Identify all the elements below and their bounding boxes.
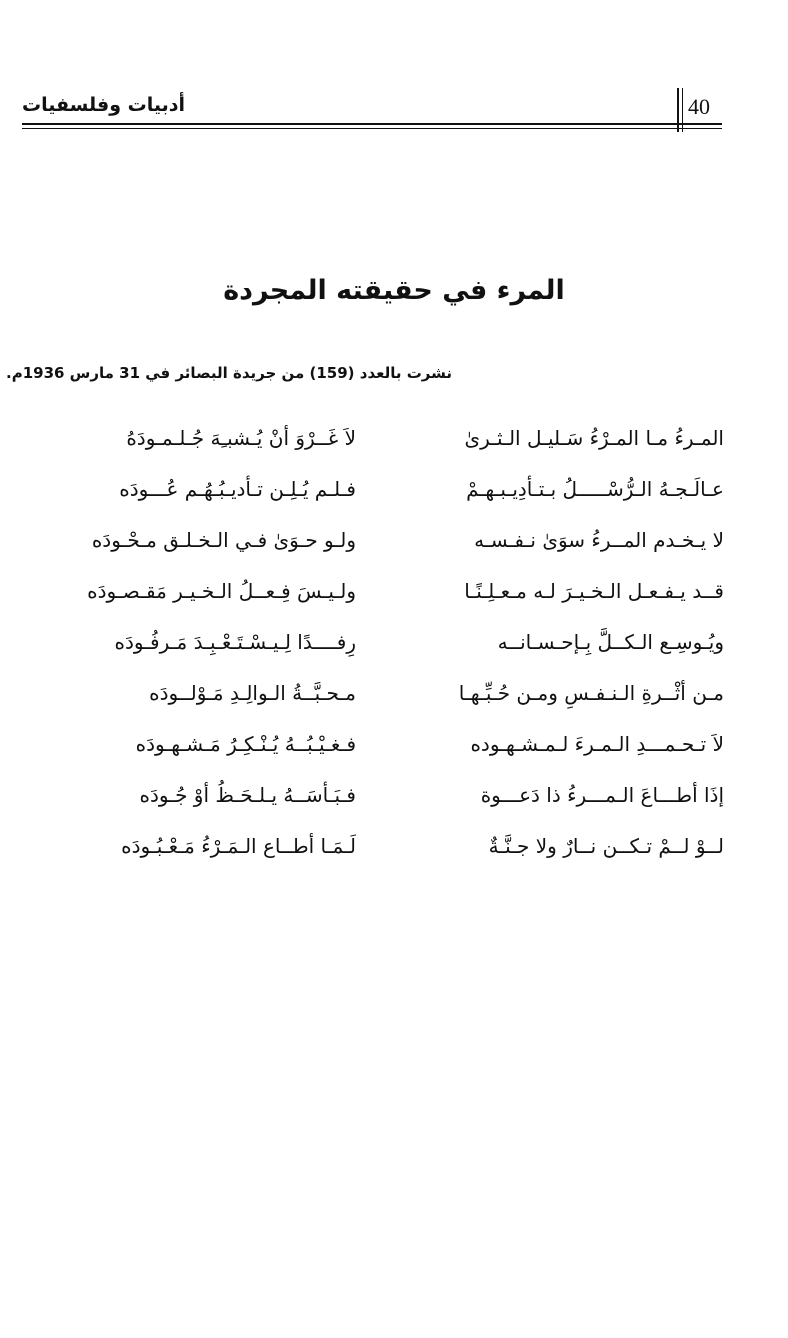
- verse-line: [0, 469, 788, 520]
- verse-line: [0, 571, 788, 622]
- verse-second-hemistich: فـلـم يُـلِـن تـأديـبُـهُـم عُـــودَه: [119, 477, 356, 501]
- verse-first-hemistich: لــوْ لــمْ تـكــن نــارٌ ولا جـنَّـةٌ: [488, 834, 724, 858]
- header-divider-thin: [682, 88, 683, 132]
- verse-second-hemistich: فـبَـأسَــهُ يـلـحَـظُ أوْ جُـودَه: [139, 783, 356, 807]
- verse-first-hemistich: لا يـخـدم المــرءُ سوَىٰ نـفـسـه: [474, 528, 724, 552]
- header-divider-thick: [677, 88, 679, 132]
- publication-note: نشرت بالعدد (159) من جريدة البصائر في 31 مارس 1936م.: [6, 364, 452, 382]
- verse-second-hemistich: مـحـبَّــةُ الـوالِـدِ مَـوْلــودَه: [149, 681, 356, 705]
- page-number: 40: [688, 94, 710, 119]
- header-rule-thick: [22, 123, 722, 125]
- verse-line: [0, 520, 788, 571]
- verse-line: [0, 724, 788, 775]
- verse-second-hemistich: ولـو حـوَىٰ فـي الـخـلـق مـحْـودَه: [91, 528, 356, 552]
- verse-first-hemistich: إذَا أطـــاعَ الـمـــرءُ ذا دَعـــوة: [480, 783, 724, 807]
- verse-second-hemistich: لاَ غَــرْوَ أنْ يُـشبـِهَ جُـلـمـودَهُ: [126, 426, 356, 450]
- verse-line: [0, 673, 788, 724]
- poem-verses: [0, 418, 788, 877]
- verse-first-hemistich: المـرءُ مـا المـرْءُ سَـليـل الـثـرىٰ: [464, 426, 724, 450]
- verse-second-hemistich: رِفــــدًا لِـيـسْـتَـعْـبِـدَ مَـرفُـودَه: [114, 630, 356, 654]
- verse-line: [0, 826, 788, 877]
- verse-first-hemistich: عـالَـجـهُ الـرُّسْـــــلُ بـتـأدِيـبـهـمْ: [466, 477, 724, 501]
- verse-second-hemistich: ولـيـسَ فِـعــلُ الـخـيـر مَقـصـودَه: [87, 579, 356, 603]
- page-header: [22, 88, 722, 132]
- running-book-title: أدبيات وفلسفيات: [22, 94, 185, 116]
- poem-title: المرء في حقيقته المجردة: [223, 275, 565, 306]
- verse-first-hemistich: مـن أثْــرةِ الـنـفـسِ ومـن حُـبِّـهـا: [458, 681, 724, 705]
- verse-line: [0, 622, 788, 673]
- verse-first-hemistich: ويُـوسِـع الـكــلَّ بِـإحـسـانــه: [497, 630, 724, 654]
- header-rule-thin: [22, 128, 722, 129]
- verse-second-hemistich: فـغـيْـبُــهُ يُـنْـكِـرُ مَـشـهـودَه: [135, 732, 356, 756]
- verse-first-hemistich: قــد يـفـعـل الـخـيـرَ لـه مـعـلِـنًـا: [464, 579, 724, 603]
- verse-first-hemistich: لاَ تـحـمـــدِ الـمـرءَ لـمـشـهـوده: [470, 732, 724, 756]
- verse-line: [0, 775, 788, 826]
- verse-line: [0, 418, 788, 469]
- verse-second-hemistich: لَـمَـا أطــاع الـمَـرْءُ مَـعْـبُـودَه: [121, 834, 356, 858]
